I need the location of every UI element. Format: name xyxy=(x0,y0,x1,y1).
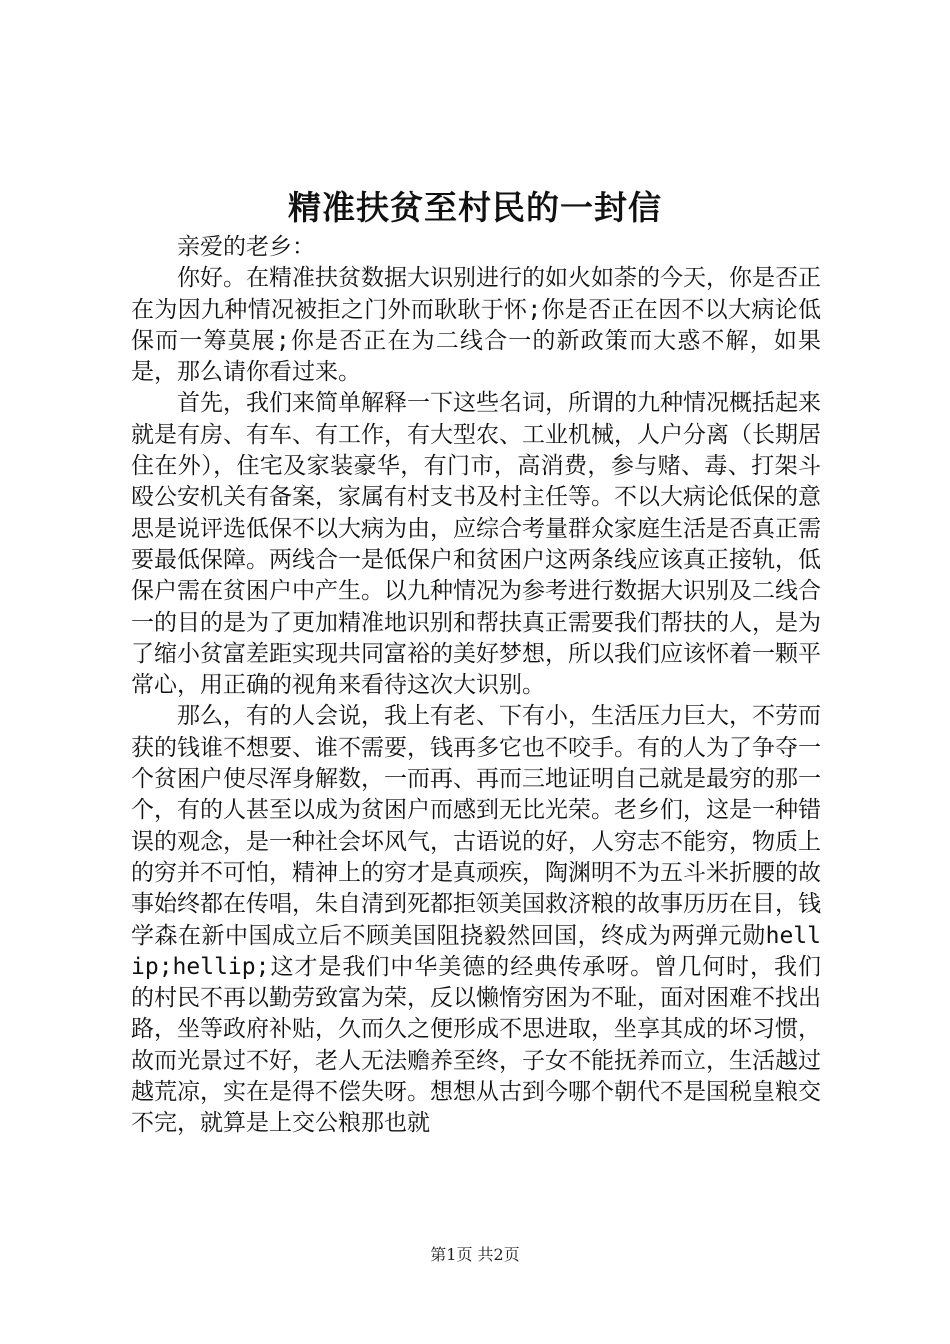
salutation: 亲爱的老乡： xyxy=(177,234,315,260)
page-indicator: 第1页 共2页 xyxy=(430,1245,520,1264)
page-footer xyxy=(0,1244,950,1266)
paragraph-3: 那么，有的人会说，我上有老、下有小，生活压力巨大，不劳而获的钱谁不想要、谁不需要，钱再多它也不咬手。有的人为了争夺一个贫困户使尽浑身解数，一而再、再而三地证明自己就是最穷的那一个，有的人甚至以成为贫困户而感到无比光荣。老乡们，这是一种错误的观念，是一种社会坏风气，古语说的好，人穷志不能穷，物质上的穷并不可怕，精神上的穷才是真顽疾，陶渊明不为五斗米折腰的故事始终都在传唱，朱自清到死都拒领美国救济粮的故事历历在目，钱学森在新中国成立后不顾美国阻挠毅然回国，终成为两弹元勋hellip;hellip;这才是我们中华美德的经典传承呀。曾几何时，我们的村民不再以勤劳致富为荣，反以懒惰穷困为不耻，面对困难不找出路，坐等政府补贴，久而久之便形成不思进取，坐享其成的坏习惯，故而光景过不好，老人无法赡养至终，子女不能抚养而立，生活越过越荒凉，实在是得不偿失呀。想想从古到今哪个朝代不是国税皇粮交不完，就算是上交公粮那也就 xyxy=(131,703,821,1137)
paragraph-2: 首先，我们来简单解释一下这些名词，所谓的九种情况概括起来就是有房、有车、有工作，有大型农、工业机械，人户分离（长期居住在外），住宅及家装豪华，有门市，高消费，参与赌、毒、打架斗殴公安机关有备案，家属有村支书及村主任等。不以大病论低保的意思是说评选低保不以大病为由，应综合考量群众家庭生活是否真正需要最低保障。两线合一是低保户和贫困户这两条线应该真正接轨，低保户需在贫困户中产生。以九种情况为参考进行数据大识别及二线合一的目的是为了更加精准地识别和帮扶真正需要我们帮扶的人，是为了缩小贫富差距实现共同富裕的美好梦想，所以我们应该怀着一颗平常心，用正确的视角来看待这次大识别。 xyxy=(131,390,821,699)
paragraph-1: 你好。在精准扶贫数据大识别进行的如火如荼的今天，你是否正在为因九种情况被拒之门外而耿耿于怀;你是否正在因不以大病论低保而一筹莫展;你是否正在为二线合一的新政策而大惑不解，如果是，那么请你看过来。 xyxy=(131,265,821,386)
document-body xyxy=(131,232,821,1140)
document-title: 精准扶贫至村民的一封信 xyxy=(288,188,662,227)
